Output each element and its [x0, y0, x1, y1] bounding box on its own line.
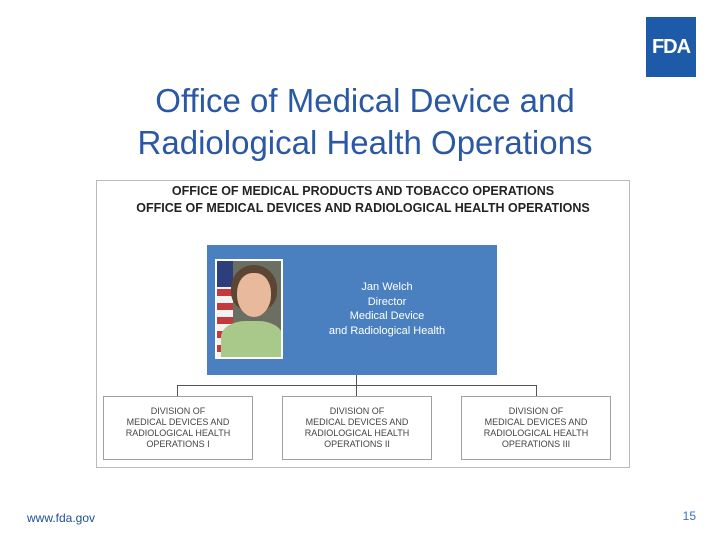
page-number: 15 [682, 509, 696, 523]
org-chart [96, 180, 630, 468]
division-2-line-1: DIVISION OF [329, 406, 385, 416]
org-chart-header-1: OFFICE OF MEDICAL PRODUCTS AND TOBACCO OPERATIONS [171, 184, 555, 198]
director-unit-line-1: Medical Device [349, 310, 425, 322]
division-2-line-2: MEDICAL DEVICES AND [305, 417, 409, 427]
connector-drop-3 [536, 385, 537, 396]
director-info [287, 280, 487, 338]
director-name: Jan Welch [361, 281, 413, 293]
director-photo [215, 259, 283, 359]
division-2-line-3: RADIOLOGICAL HEALTH [304, 428, 410, 438]
portrait-face [237, 273, 271, 317]
director-unit-line-2: and Radiological Health [328, 324, 446, 337]
division-3-line-3: RADIOLOGICAL HEALTH [483, 428, 589, 438]
division-1-line-2: MEDICAL DEVICES AND [126, 417, 230, 427]
division-3-line-4: OPERATIONS III [501, 439, 571, 449]
division-1-line-1: DIVISION OF [150, 406, 206, 416]
division-2-line-4: OPERATIONS II [324, 439, 390, 449]
division-3-line-2: MEDICAL DEVICES AND [484, 417, 588, 427]
title-line-1: Office of Medical Device and [155, 82, 575, 119]
org-chart-header-2: OFFICE OF MEDICAL DEVICES AND RADIOLOGICAL HEALTH OPERATIONS [136, 201, 590, 215]
fda-logo: FDA [646, 17, 696, 77]
connector-drop-1 [177, 385, 178, 396]
division-3-line-1: DIVISION OF [508, 406, 564, 416]
division-1-line-4: OPERATIONS I [146, 439, 210, 449]
director-box [207, 245, 497, 375]
connector-vertical-main [356, 375, 357, 385]
title-line-2: Radiological Health Operations [137, 124, 593, 161]
division-box-3 [461, 396, 611, 460]
connector-horizontal [177, 385, 537, 386]
portrait-shirt [221, 321, 283, 359]
connector-drop-2 [356, 385, 357, 396]
division-box-1 [103, 396, 253, 460]
division-box-2 [282, 396, 432, 460]
director-role: Director [367, 295, 407, 308]
slide-title [60, 80, 670, 164]
division-1-line-3: RADIOLOGICAL HEALTH [125, 428, 231, 438]
footer-url[interactable]: www.fda.gov [27, 511, 96, 525]
